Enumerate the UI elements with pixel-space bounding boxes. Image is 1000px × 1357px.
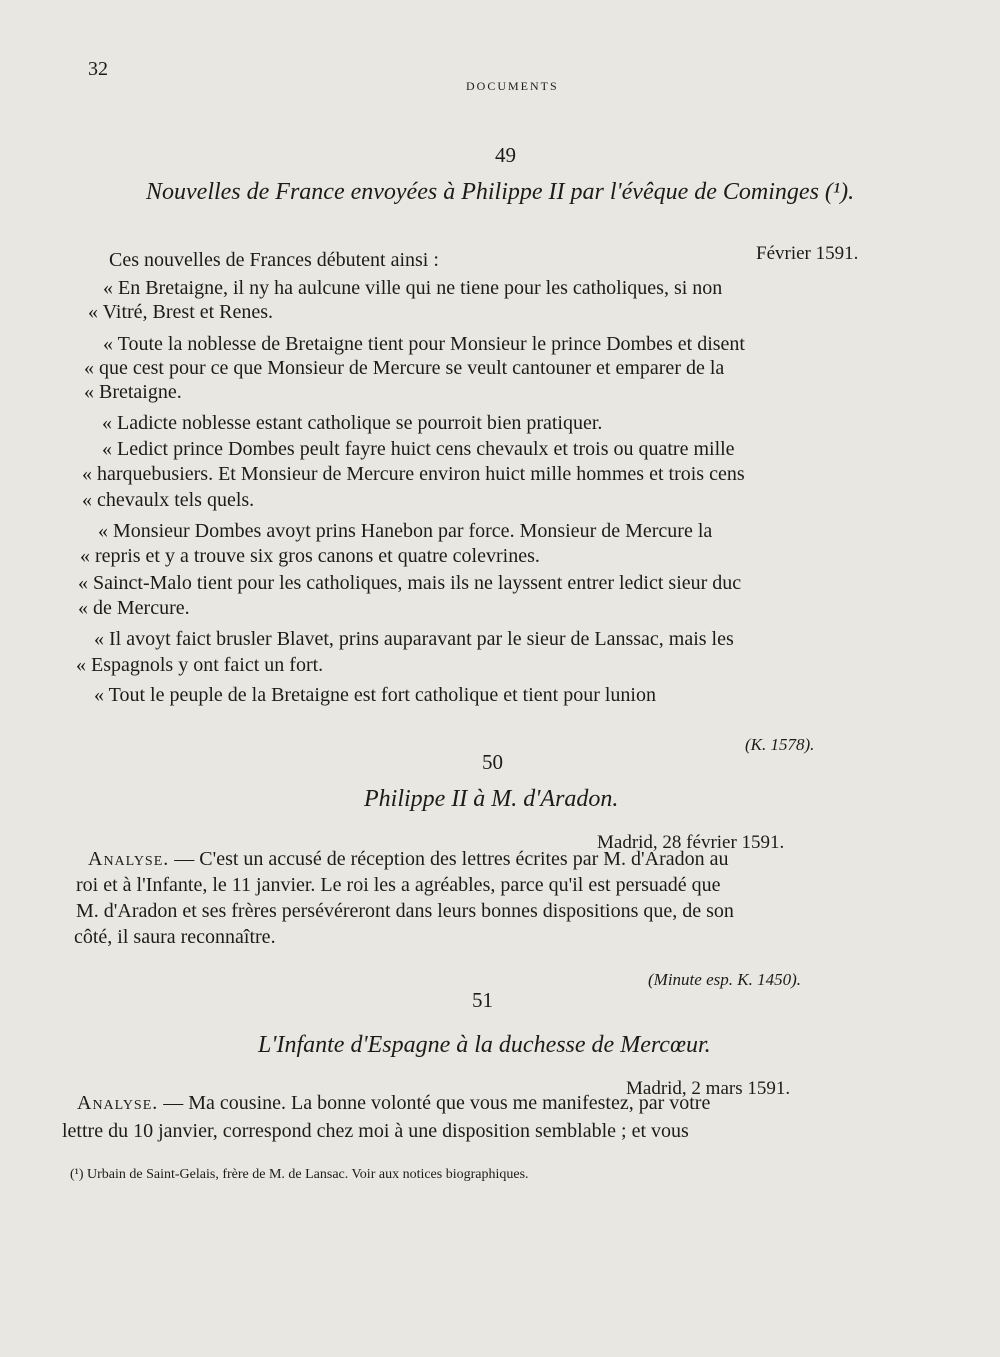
doc49-line: « chevaulx tels quels.	[82, 489, 255, 511]
doc50-title: Philippe II à M. d'Aradon.	[364, 786, 619, 812]
doc49-line: « Ladicte noblesse estant catholique se pourroit bien pratiquer.	[102, 412, 603, 434]
doc49-line: « En Bretaigne, il ny ha aulcune ville qui ne tiene pour les catholiques, si non	[103, 277, 723, 299]
doc51-date: Madrid, 2 mars 1591.	[626, 1078, 791, 1099]
doc49-line: « Vitré, Brest et Renes.	[88, 301, 274, 323]
doc49-reference: (K. 1578).	[745, 735, 815, 754]
doc50-number: 50	[482, 750, 503, 774]
doc49-line: « Sainct-Malo tient pour les catholiques, mais ils ne layssent entrer ledict sieur duc	[78, 572, 742, 594]
doc51-number: 51	[472, 988, 493, 1012]
doc49-number: 49	[495, 143, 516, 167]
doc50-line: roi et à l'Infante, le 11 janvier. Le roi les a agréables, parce qu'il est persuadé que	[76, 874, 721, 896]
footnote: (¹) Urbain de Saint-Gelais, frère de M. de Lansac. Voir aux notices biographiques.	[70, 1167, 529, 1182]
doc51-title: L'Infante d'Espagne à la duchesse de Mercœur.	[258, 1032, 711, 1058]
doc49-line: « que cest pour ce que Monsieur de Mercure se veult cantouner et emparer de la	[84, 357, 725, 379]
doc50-reference: (Minute esp. K. 1450).	[648, 970, 801, 989]
doc50-analyse-label: Analyse.	[88, 848, 170, 870]
doc49-line: « harquebusiers. Et Monsieur de Mercure environ huict mille hommes et trois cens	[82, 463, 745, 485]
doc50-line: M. d'Aradon et ses frères persévéreront dans leurs bonnes dispositions que, de son	[76, 900, 734, 922]
doc49-line: « de Mercure.	[78, 597, 190, 619]
doc49-line: « Bretaigne.	[84, 381, 182, 403]
doc49-line: « Il avoyt faict brusler Blavet, prins auparavant par le sieur de Lanssac, mais les	[94, 628, 734, 650]
running-title: DOCUMENTS	[466, 79, 559, 93]
doc51-analyse-label: Analyse.	[77, 1092, 159, 1114]
doc49-line: « repris et y a trouve six gros canons et quatre colevrines.	[80, 545, 540, 567]
doc49-date: Février 1591.	[756, 243, 859, 264]
doc51-line: lettre du 10 janvier, correspond chez moi à une disposition semblable ; et vous	[62, 1120, 689, 1142]
doc50-line-text: — C'est un accusé de réception des lettres écrites par M. d'Aradon au	[174, 848, 729, 870]
doc49-line: « Espagnols y ont faict un fort.	[76, 654, 324, 676]
doc49-line: « Monsieur Dombes avoyt prins Hanebon par force. Monsieur de Mercure la	[98, 520, 713, 542]
doc50-date: Madrid, 28 février 1591.	[597, 832, 785, 853]
page-number: 32	[88, 58, 108, 80]
doc51-line	[77, 1092, 710, 1115]
doc50-line: côté, il saura reconnaître.	[74, 926, 276, 948]
doc51-line-text: — Ma cousine. La bonne volonté que vous me manifestez, par votre	[163, 1092, 711, 1114]
doc49-line: « Toute la noblesse de Bretaigne tient pour Monsieur le prince Dombes et disent	[103, 333, 745, 355]
doc49-line: « Tout le peuple de la Bretaigne est fort catholique et tient pour lunion	[94, 684, 656, 706]
doc50-line	[88, 848, 729, 871]
doc49-line: Ces nouvelles de Frances débutent ainsi :	[109, 249, 439, 271]
doc49-line: « Ledict prince Dombes peult fayre huict cens chevaulx et trois ou quatre mille	[102, 438, 735, 460]
doc49-title: Nouvelles de France envoyées à Philippe II par l'évêque de Cominges (¹).	[146, 179, 855, 205]
